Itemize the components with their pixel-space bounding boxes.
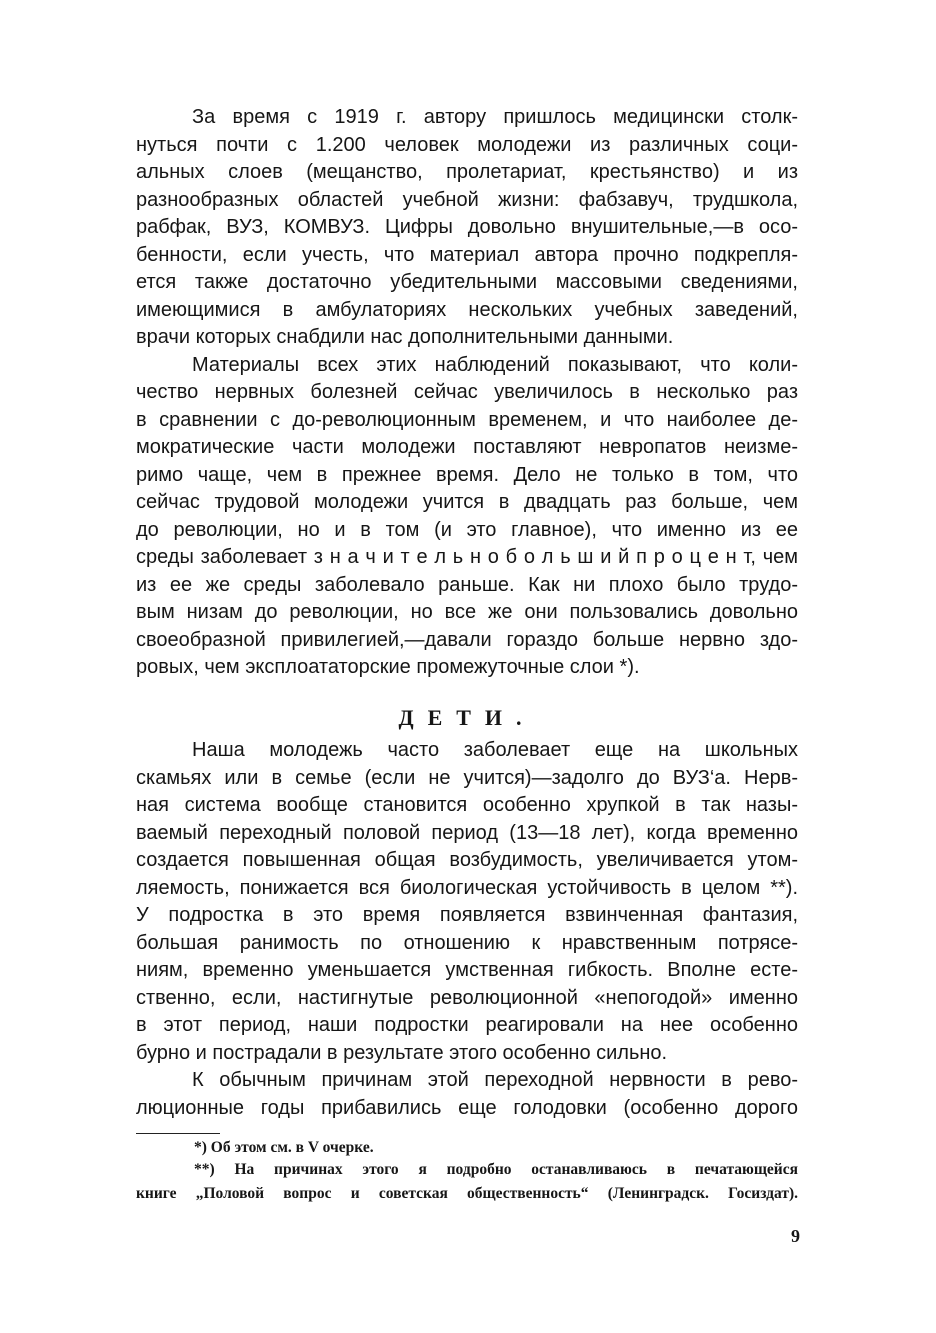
section-heading: ДЕТИ. [398, 705, 536, 730]
text-line: рабфак, ВУЗ, КОМВУЗ. Цифры довольно внушительные,—в осо- [136, 216, 798, 238]
footnote-1: *) Об этом см. в V очерке. [194, 1139, 374, 1156]
text-line: создается повышенная общая возбудимость, увеличивается утом- [136, 849, 798, 871]
text-line: люционные годы прибавились еще голодовки (особенно дорого [136, 1096, 798, 1119]
text-line: ется также достаточно убедительными массовыми сведениями, [136, 271, 798, 293]
text-line: большая ранимость по отношению к нравственным потрясе- [136, 931, 798, 954]
text-line: нуться почти с 1.200 человек молодежи из различных соци- [136, 133, 798, 156]
text-line: Наша молодежь часто заболевает еще на школьных [192, 739, 798, 761]
text-line: У подростка в это время появляется взвинченная фантазия, [136, 904, 798, 926]
text-line: скамьях или в семье (если не учится)—задолго до ВУЗ‘а. Нерв- [136, 766, 798, 789]
text-line: мократические части молодежи поставляют невропатов неизме- [136, 436, 798, 458]
page-number: 9 [791, 1226, 800, 1246]
text-line: в сравнении с до-революционным временем, и что наиболее де- [136, 408, 798, 431]
text-line: бенности, если учесть, что материал автора прочно подкрепля- [136, 243, 798, 266]
footnote-2-continuation: книге „Половой вопрос и советская общественность“ (Ленинградск. Госиздат). [136, 1185, 798, 1202]
text-line: вым низам до революции, но все же они пользовались довольно [136, 601, 798, 623]
text-line: ниям, временно уменьшается умственная гибкость. Вполне есте- [136, 959, 798, 981]
text-line: бурно и пострадали в результате этого особенно сильно. [136, 1041, 668, 1064]
text-line: до революции, но и в том (и это главное), что именно из ее [136, 518, 798, 541]
text-line: врачи которых снабдили нас дополнительными данными. [136, 326, 674, 348]
text-line: имеющимися в амбулаториях нескольких учебных заведений, [136, 298, 798, 321]
text-line: из ее же среды заболевало раньше. Как ни плохо было трудо- [136, 573, 798, 596]
text-line: разнообразных областей учебной жизни: фабзавуч, трудшкола, [136, 188, 798, 211]
text-line: чество нервных болезней сейчас увеличилось в несколько раз [136, 381, 798, 403]
text-line: альных слоев (мещанство, пролетариат, крестьянство) и из [136, 161, 798, 183]
text-line: своеобразной привилегией,—давали гораздо больше нервно здо- [136, 628, 798, 651]
text-line: К обычным причинам этой переходной нервности в рево- [192, 1069, 798, 1091]
text-line: римо чаще, чем в прежнее время. Дело не только в том, что [136, 463, 798, 486]
text-line: ственно, если, настигнутые революционной «непогодой» именно [136, 986, 798, 1009]
text-line: ляемость, понижается вся биологическая устойчивость в целом **). [136, 876, 798, 899]
text-line: среды заболевает з н а ч и т е л ь н о б о л ь ш и й п р о ц е н т, чем [136, 546, 798, 568]
text-line: ровых, чем эксплоататорские промежуточные слои *). [136, 656, 640, 678]
text-line: Материалы всех этих наблюдений показывают, что коли- [192, 353, 798, 376]
text-line: За время с 1919 г. автору пришлось медицински столк- [192, 106, 798, 128]
footnote-divider [136, 1133, 220, 1134]
text-line: ная система вообще становится особенно хрупкой в так назы- [136, 794, 798, 816]
text-line: в этот период, наши подростки реагировали на нее особенно [136, 1014, 798, 1036]
text-line: сейчас трудовой молодежи учится в двадцать раз больше, чем [136, 491, 798, 513]
footnote-2: **) На причинах этого я подробно останавливаюсь в печатающейся [194, 1161, 798, 1178]
text-line: ваемый переходный половой период (13—18 лет), когда временно [136, 821, 798, 844]
